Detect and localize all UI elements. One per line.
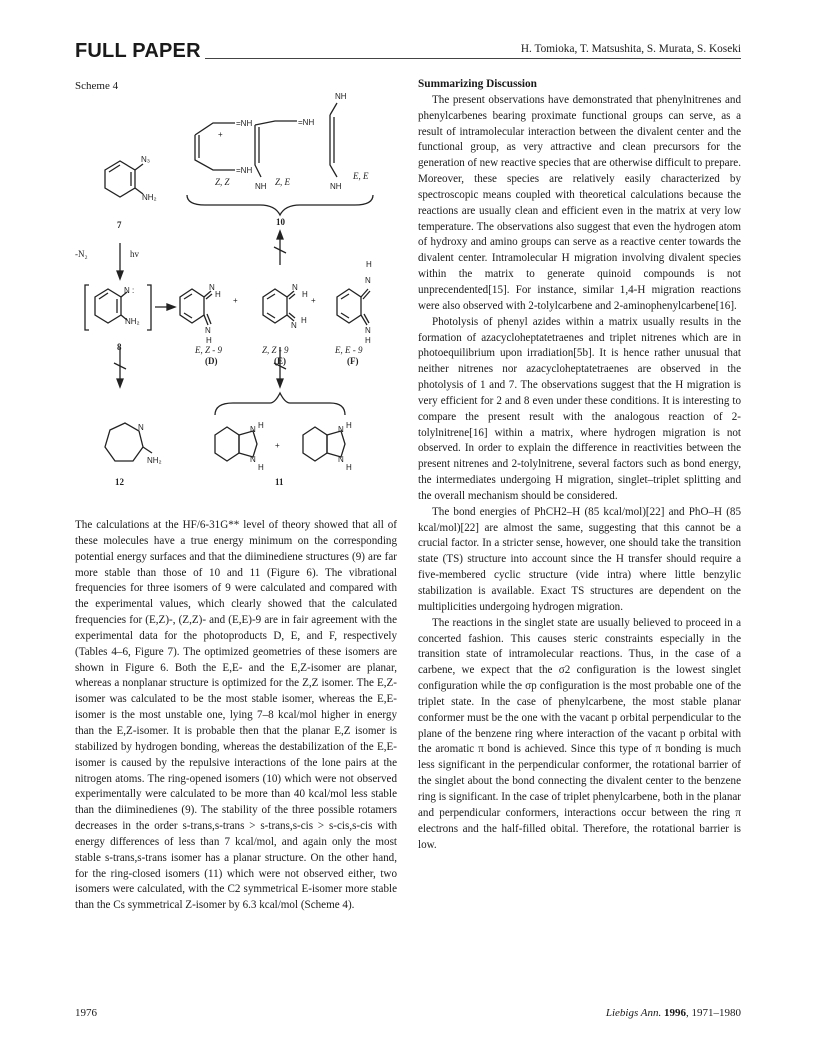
scheme-label: Scheme 4: [75, 80, 119, 92]
svg-text:H: H: [302, 290, 308, 299]
svg-text:H: H: [258, 421, 264, 430]
svg-text:H: H: [346, 463, 352, 472]
svg-text:+: +: [275, 441, 280, 450]
svg-text:H: H: [215, 290, 221, 299]
svg-text:N: N: [209, 283, 215, 292]
header-authors: H. Tomioka, T. Matsushita, S. Murata, S. Koseki: [515, 43, 741, 55]
label-E: (E): [274, 356, 286, 366]
svg-text:H: H: [206, 336, 212, 345]
label-zz: Z, Z: [215, 177, 230, 187]
svg-text:NH: NH: [335, 92, 347, 101]
scheme-4-diagram: [75, 85, 405, 505]
header-rule: [205, 58, 741, 59]
compound-10-label: 10: [276, 217, 285, 227]
svg-text:N: N: [205, 326, 211, 335]
svg-text:N: N: [291, 321, 297, 330]
svg-text:N₃: N₃: [141, 155, 151, 164]
label-ee: E, E: [353, 171, 369, 181]
svg-text:=NH: =NH: [236, 119, 253, 128]
compound-8-label: 8: [117, 342, 122, 352]
svg-text:N: N: [365, 276, 371, 285]
page-number: 1976: [75, 1007, 97, 1019]
journal-year: 1996: [664, 1007, 686, 1019]
label-D: (D): [205, 356, 218, 366]
compound-10-zz: [195, 123, 235, 170]
svg-text:H: H: [301, 316, 307, 325]
svg-text:=NH: =NH: [298, 118, 315, 127]
right-paragraph-4: The reactions in the singlet state are usually believed to proceed in a concerted fashion. This causes steric constraints especially in the transition state of intramolecular reactions. Thus, in the case of a carbene, we expect that the σ2 configuration is the lowest singlet configuration while the σp configuration is the most probable one of the triplet state. In the case of phenylcarbene, the most stable planar conformer must be the one with the vacant p orbital perpendicular to the plane of the benzene ring where interaction of the vacant p orbital with the aromatic π bond is achieved. Since this type of π bonding is much less significant in the perpendicular conformer, the rotational barrier of the singlet about the bond connecting the divalent center to the benzene ring is significant. In the case of triplet phenylcarbene, both in the planar and perpendicular conformers, interactions occur between the ring π electrons and the half-filled obital. Therefore, the rotational barrier is low.: [418, 616, 741, 851]
svg-text:NH₂: NH₂: [142, 193, 157, 202]
svg-text:+: +: [311, 296, 316, 305]
svg-text:N: N: [138, 423, 144, 432]
svg-text:N: N: [250, 425, 256, 434]
right-paragraph-3: The bond energies of PhCH2–H (85 kcal/mol)[22] and PhO–H (85 kcal/mol)[22] are almost the same, suggesting that this cannot be a crucial factor. In a stricter sense, however, one should take the transition state (TS) structure into account since the H transfer should require a five-membered cyclic structure (vide intra) where little benzylic stabilization is available. Exact TS structures are dependent on the multiplicities undergoing hydrogen migration.: [418, 505, 741, 613]
svg-text:N: N: [338, 425, 344, 434]
svg-text:N :: N :: [124, 286, 135, 295]
compound-10-ze: [255, 121, 297, 177]
label-ez9: E, Z - 9: [195, 345, 222, 355]
journal-name: Liebigs Ann.: [605, 1007, 662, 1019]
svg-text:NH: NH: [330, 182, 342, 191]
label-ee9: E, E - 9: [335, 345, 363, 355]
svg-text:N: N: [338, 455, 344, 464]
right-paragraph-2: Photolysis of phenyl azides within a matrix usually results in the formation of azacycloheptatetraenes and triplet nitrenes which are in photoequilibrium upon irradiation[5b]. It is hence rather unusual that neither nitrenes nor azacycloheptatetraenes are observed in the photolysis of 1 and 7. The observations suggest that the H migration is very efficient for 2 and 8 even under these conditions. It is interesting to compare the present result with the analogous reaction of 2-tolylnitrene[16] within a matrix, where hydrogen migration is not observed. In order to explain the difference in reactivities between the present nitrenes and 2-tolylnitrene, several factors such as bond energy, the intermediates undergoing H migration, singlet–triplet splitting and the overall mechanism should be considered.: [418, 315, 741, 502]
compound-7-label: 7: [117, 220, 122, 230]
svg-text:NH₂: NH₂: [125, 317, 140, 326]
svg-text:N: N: [365, 326, 371, 335]
svg-text:NH: NH: [255, 182, 267, 191]
journal-pages: , 1971–1980: [686, 1007, 741, 1019]
right-paragraph-1: The present observations have demonstrated that phenylnitrenes and phenylcarbenes bearing proximate functional groups can serve, as a result of intramolecular interaction between the divalent center and the functional group, as very attractive and clean precursors for the generation of new reactive species that are otherwise difficult to prepare. Moreover, these species are relatively easily characterized by spectroscopic means coupled with theoretical calculations because the reactions are usually clean and efficient even in the matrix at very low temperature. The observations also suggest that even the hydrogen atom of hydroxy and amino groups can serve as a reactive center towards the divalent center. Intramolecular H migration involving divalent species within the matrix to generate quinoid compounds is not unprecendented[15]. For instance, similar 1,4-H migration reactions were also observed with 2-tolylcarbene and 2-aminophenylcarbene[16].: [418, 93, 741, 312]
svg-text:+: +: [233, 296, 238, 305]
compound-11b-ring: [303, 427, 327, 461]
compound-11a-ring: [215, 427, 239, 461]
label-zz9: Z, Z - 9: [262, 345, 289, 355]
section-heading: Summarizing Discussion: [418, 78, 537, 90]
compound-12-label: 12: [115, 477, 124, 487]
svg-text:NH₂: NH₂: [147, 456, 162, 465]
svg-text:N: N: [250, 455, 256, 464]
compound-11-label: 11: [275, 477, 284, 487]
svg-text:N: N: [292, 283, 298, 292]
svg-text:H: H: [346, 421, 352, 430]
hv-label: hv: [130, 249, 139, 259]
left-paragraph: The calculations at the HF/6-31G** level of theory showed that all of these molecules have a true energy minimum on the corresponding potential energy surfaces and that the diiminediene structures (9) are far more stable than those of 10 and 11 (Figure 6). The vibrational frequencies for three isomers of 9 were calculated and compared with the experimental values, which clearly showed that the calculated frequencies for (E,Z)-, (Z,Z)- and (E,E)-9 are in fair agreement with the experimental data for the photoproducts D, E, and F, respectively (Tables 4–6, Figure 7). The optimized geometries of these isomers are shown in Figure 6. Both the E,E- and the E,Z-isomer are planar, whereas a nonplanar structure is optimized for the Z,Z isomer. The E,Z-isomer was calculated to be the most stable isomer, whereas the E,E-isomer is the most unstable one, lying 7–8 kcal/mol higher in energy than the E,Z-isomer. It is probable then that the planar E,Z isomer is stabilized by hydrogen bonding, whereas the destabilization of the E,E-isomer is caused by the repulsive interactions of the lone pairs at the nitrogen atoms. The ring-opened isomers (10) which were not observed experimentally were calculated to be more than 40 kcal/mol less stable than the diiminedienes (9). The stability of the three possible rotamers decreases in the order s-trans,s-trans > s-trans,s-cis > s-cis,s-cis with energy differences of less than 7 kcal/mol, and again only the most stable s-trans,s-trans isomer has a planar structure. On the other hand, for the ring-closed isomers (11) which were not observed either, two isomers were calculated, with the C2 symmetrical E-isomer more stable than the Cs symmetrical Z-isomer by 6.3 kcal/mol (Scheme 4).: [75, 519, 397, 912]
label-F: (F): [347, 356, 359, 366]
svg-text:+: +: [218, 130, 223, 139]
left-column: [75, 518, 397, 914]
svg-text:H: H: [365, 336, 371, 345]
right-column: [418, 77, 741, 853]
reagent-label: -N₂: [75, 249, 88, 259]
journal-citation: [606, 1007, 741, 1019]
svg-text:=NH: =NH: [236, 166, 253, 175]
svg-text:H: H: [366, 260, 372, 269]
svg-text:H: H: [258, 463, 264, 472]
section-title: FULL PAPER: [75, 40, 201, 62]
label-ze: Z, E: [275, 177, 291, 187]
